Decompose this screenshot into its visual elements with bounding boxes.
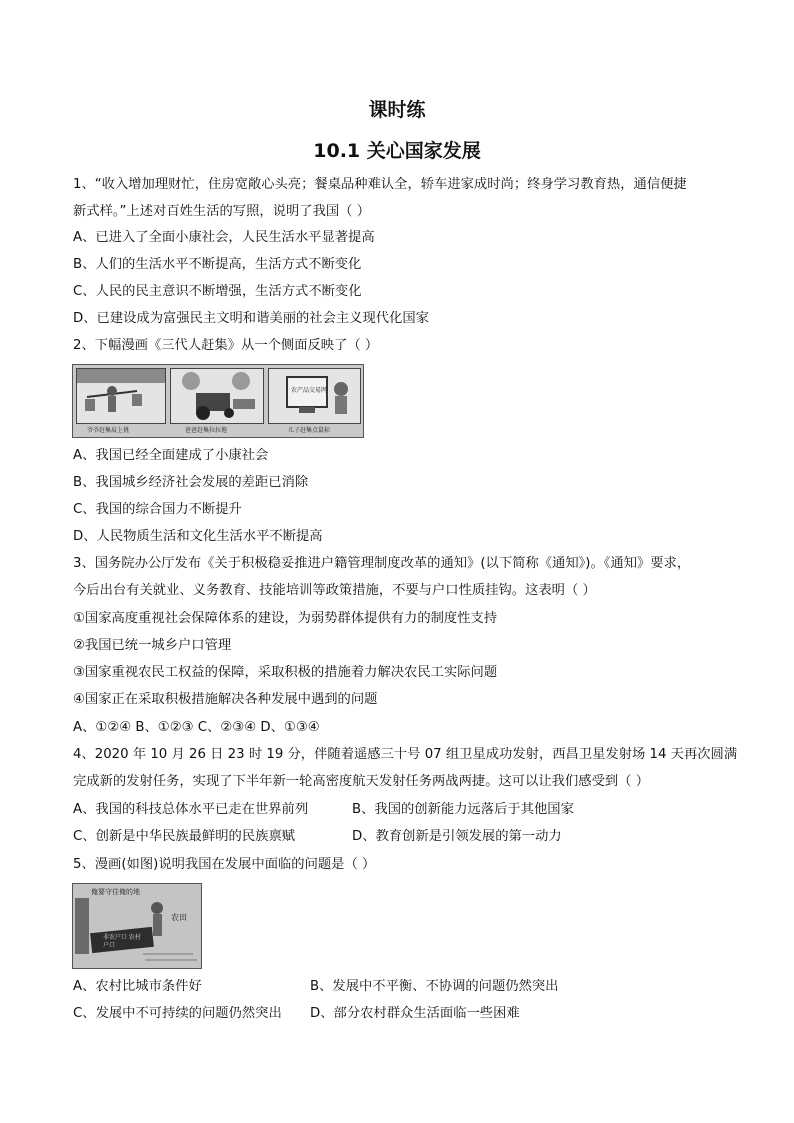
q3-stem-line1: 3、国务院办公厅发布《关于积极稳妥推进户籍管理制度改革的通知》(以下简称《通知》)。《通知》要求， [73, 556, 691, 571]
q2-option-a: A、我国已经全面建成了小康社会 [73, 448, 269, 463]
father-drawing [171, 369, 263, 423]
q4-option-d: D、教育创新是引领发展的第一动力 [352, 829, 562, 844]
q1-option-c: C、人民的民主意识不断增强，生活方式不断变化 [73, 284, 362, 299]
q1-option-b: B、人们的生活水平不断提高，生活方式不断变化 [73, 257, 362, 272]
q1-stem-line1: 1、“收入增加理财忙，住房宽敞心头亮；餐桌品种难认全，轿车进家成时尚；终身学习教育热，通信便捷 [73, 177, 687, 192]
cartoon-panel-grandfather [76, 368, 166, 424]
cartoon-top-text: 俺要守住俺的地 [91, 888, 140, 896]
cartoon-caption-3: 儿子赶集点鼠标 [288, 427, 331, 434]
q3-statement-2: ②我国已统一城乡户口管理 [73, 638, 232, 653]
q2-stem: 2、下幅漫画《三代人赶集》从一个侧面反映了（ ） [73, 338, 379, 353]
cartoon-caption-2: 爸爸赶集拉拉拖 [185, 427, 228, 434]
q3-statement-3: ③国家重视农民工权益的保障，采取积极的措施着力解决农民工实际问题 [73, 665, 498, 680]
cartoon-panel-son [268, 368, 361, 424]
q4-option-c: C、创新是中华民族最鲜明的民族禀赋 [73, 829, 296, 844]
q2-option-c: C、我国的综合国力不断提升 [73, 502, 242, 517]
cartoon-sign-text: 非农户口 农村户口 [103, 934, 141, 949]
q4-stem-line1: 4、2020 年 10 月 26 日 23 时 19 分，伴随着遥感三十号 07 组卫星成功发射，西昌卫星发射场 14 天再次圆满 [73, 747, 738, 762]
q1-stem-line2: 新式样。”上述对百姓生活的写照，说明了我国（ ） [73, 204, 370, 219]
q5-stem: 5、漫画(如图)说明我国在发展中面临的问题是（ ） [73, 857, 376, 872]
q5-cartoon-image [72, 883, 202, 969]
q4-option-a: A、我国的科技总体水平已走在世界前列 [73, 802, 309, 817]
q3-stem-line2: 今后出台有关就业、义务教育、技能培训等政策措施，不要与户口性质挂钩。这表明（ ） [73, 583, 596, 598]
q5-option-a: A、农村比城市条件好 [73, 979, 202, 994]
q5-option-c: C、发展中不可持续的问题仍然突出 [73, 1006, 282, 1021]
q1-option-a: A、已进入了全面小康社会，人民生活水平显著提高 [73, 230, 375, 245]
cartoon-caption-1: 爷爷赶集肩上挑 [87, 427, 130, 434]
cartoon-field-text: 农田 [171, 913, 187, 922]
q2-option-b: B、我国城乡经济社会发展的差距已消除 [73, 475, 309, 490]
son-computer-drawing [269, 369, 360, 423]
q2-cartoon-image [72, 364, 364, 438]
cartoon-panel-father [170, 368, 264, 424]
q4-option-b: B、我国的创新能力远落后于其他国家 [352, 802, 574, 817]
grandfather-drawing [77, 369, 165, 423]
q2-option-d: D、人民物质生活和文化生活水平不断提高 [73, 529, 323, 544]
q3-options: A、①②④ B、①②③ C、②③④ D、①③④ [73, 720, 320, 735]
q1-option-d: D、已建设成为富强民主文明和谐美丽的社会主义现代化国家 [73, 311, 429, 326]
q3-statement-4: ④国家正在采取积极措施解决各种发展中遇到的问题 [73, 692, 378, 707]
page-title: 课时练 [368, 99, 426, 121]
q5-option-d: D、部分农村群众生活面临一些困难 [310, 1006, 520, 1021]
q3-statement-1: ①国家高度重视社会保障体系的建设，为弱势群体提供有力的制度性支持 [73, 611, 498, 626]
q4-stem-line2: 完成新的发射任务，实现了下半年新一轮高密度航天发射任务两战两捷。这可以让我们感受到（ ） [73, 774, 649, 789]
q5-option-b: B、发展中不平衡、不协调的问题仍然突出 [310, 979, 559, 994]
lesson-subtitle: 10.1 关心国家发展 [313, 140, 481, 162]
cartoon-sign-text: 农产品交易网 [291, 387, 328, 394]
